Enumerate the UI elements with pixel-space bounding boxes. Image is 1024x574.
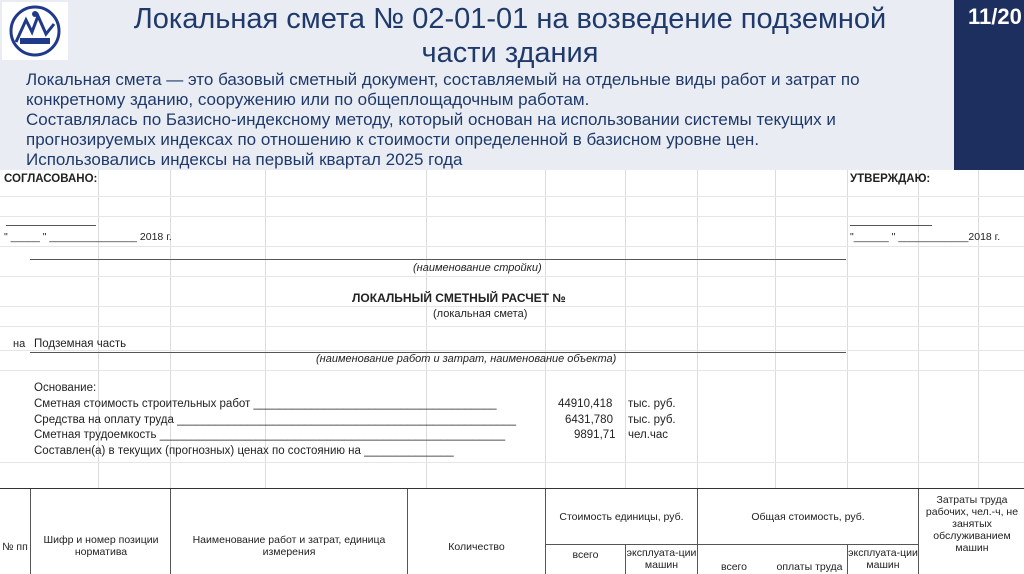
intro-line: конкретному зданию, сооружению или по общеплощадочным работам.: [26, 90, 590, 109]
column-header-no: № пп: [2, 541, 28, 553]
date-right: "______ " ____________2018 г.: [850, 231, 1001, 243]
column-header-labor: Затраты труда рабочих, чел.-ч, не занятых обслуживанием машин: [925, 494, 1019, 554]
construction-caption: (наименование стройки): [413, 262, 542, 274]
grid-line: [0, 326, 1024, 327]
wage-label: Средства на оплату труда _____________________________________________________: [34, 414, 517, 426]
grid-line: [0, 370, 1024, 371]
subheader-machines-2: эксплуата-ции машин: [848, 547, 918, 571]
intro-line: Составлялась по Базисно-индексному методу, который основан на использовании системы текущих и: [26, 110, 836, 129]
object-caption: (наименование работ и затрат, наименование объекта): [316, 353, 617, 365]
date-left: " _____ " _______________ 2018 г.: [4, 231, 172, 243]
subheader-total: всего: [572, 549, 599, 561]
page-number: 11/20: [968, 4, 1022, 29]
column-header-code: Шифр и номер позиции норматива: [43, 534, 159, 558]
grid-line: [0, 216, 1024, 217]
cost-value: 44910,418: [558, 398, 613, 410]
table-border: [918, 489, 919, 574]
compiled-label: Составлен(а) в текущих (прогнозных) ценах по состоянию на ______________: [34, 445, 454, 457]
column-header-unit-cost: Стоимость единицы, руб.: [559, 511, 684, 523]
grid-line: [0, 350, 1024, 351]
title-line-2: части здания: [421, 37, 599, 69]
table-border: [407, 489, 408, 574]
grid-line: [0, 276, 1024, 277]
document-title: ЛОКАЛЬНЫЙ СМЕТНЫЙ РАСЧЕТ №: [352, 291, 566, 305]
subheader-wage: оплаты труда: [776, 561, 843, 573]
table-border: [170, 489, 171, 574]
labor-value: 9891,71: [574, 429, 616, 441]
grid-line: [0, 246, 1024, 247]
table-border: [30, 489, 31, 574]
wage-value: 6431,780: [565, 414, 613, 426]
intro-line: Использовались индексы на первый квартал 2025 года: [26, 150, 463, 169]
grid-line: [0, 196, 1024, 197]
labor-label: Сметная трудоемкость ______________________________________________________: [34, 429, 506, 441]
grid-line: [0, 306, 1024, 307]
subheader-total-2: всего: [721, 561, 747, 573]
signature-line-right: [850, 225, 932, 226]
basis-label: Основание:: [34, 382, 97, 394]
intro-line: прогнозируемых индексах по отношению к стоимости определенной в базисном уровне цен.: [26, 130, 760, 149]
estimate-table-header: [0, 488, 1024, 574]
cost-label: Сметная стоимость строительных работ ______________________________________: [34, 398, 497, 410]
column-header-total-cost: Общая стоимость, руб.: [751, 511, 865, 523]
construction-line: [30, 259, 846, 260]
cost-unit: тыс. руб.: [628, 398, 676, 410]
university-logo-icon: [2, 2, 68, 60]
slide-header: [0, 0, 1024, 174]
title-line-1: Локальная смета № 02-01-01 на возведение подземной: [133, 3, 887, 35]
document-subtitle: (локальная смета): [433, 308, 528, 320]
on-label: на: [13, 338, 26, 350]
approved-right-label: УТВЕРЖДАЮ:: [850, 173, 931, 185]
intro-text: [26, 70, 1016, 170]
column-header-name: Наименование работ и затрат, единица измерения: [192, 534, 386, 558]
subheader-machines: эксплуата-ции машин: [626, 547, 697, 571]
wage-unit: тыс. руб.: [628, 414, 676, 426]
intro-line: Локальная смета — это базовый сметный документ, составляемый на отдельные виды работ и затрат по: [26, 70, 860, 89]
estimate-spreadsheet: [0, 170, 1024, 574]
slide-title: [75, 2, 945, 70]
column-header-quantity: Количество: [448, 541, 505, 553]
grid-line: [0, 462, 1024, 463]
object-value: Подземная часть: [34, 338, 127, 350]
labor-unit: чел.час: [628, 429, 669, 441]
approved-left-label: СОГЛАСОВАНО:: [4, 173, 98, 185]
signature-line-left: [6, 225, 96, 226]
